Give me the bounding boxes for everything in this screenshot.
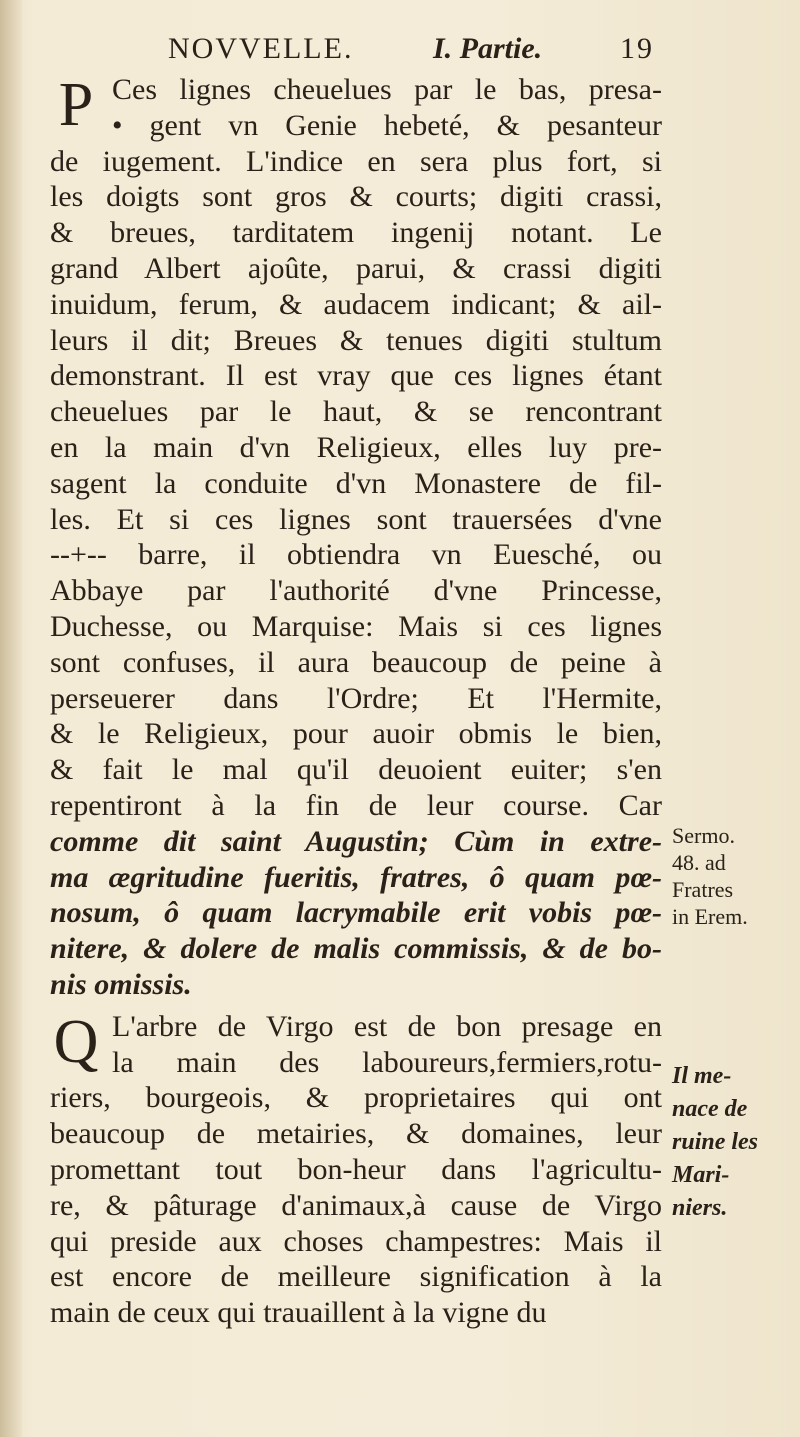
text-line: main de ceux qui trauaillent à la vigne du xyxy=(50,1296,547,1330)
text-line: sont confuses, il aura beaucoup de peine à xyxy=(50,645,662,679)
text-line: les. Et si ces lignes sont trauersées d'vne xyxy=(50,502,662,536)
margin-note-line: Sermo. xyxy=(672,823,735,848)
margin-note-line: ruine les xyxy=(672,1129,759,1155)
text-line: • gent vn Genie hebeté, & pesanteur xyxy=(112,108,662,142)
text-line: perseuerer dans l'Ordre; Et l'Hermite, xyxy=(50,681,662,715)
page-gutter xyxy=(0,0,22,1437)
text-line: demonstrant. Il est vray que ces lignes étant xyxy=(50,359,662,393)
text-line: inuidum, ferum, & audacem indicant; & ail- xyxy=(50,287,662,321)
text-line: & fait le mal qu'il deuoient euiter; s'en xyxy=(50,753,662,787)
text-line: qui preside aux choses champestres: Mais il xyxy=(50,1224,662,1258)
text-line: la main des laboureurs,fermiers,rotu- xyxy=(112,1045,662,1079)
running-title: NOVVELLE. xyxy=(168,32,354,65)
text-line: promettant tout bon-heur dans l'agricultu- xyxy=(50,1152,662,1186)
text-line: nitere, & dolere de malis commissis, & de bo- xyxy=(50,932,662,966)
margin-note-line: Mari- xyxy=(672,1162,730,1188)
text-line: cheuelues par le haut, & se rencontrant xyxy=(50,395,662,429)
main-text xyxy=(50,72,662,1331)
paragraph-2 xyxy=(50,1009,662,1331)
margin-note-line: Il me- xyxy=(672,1063,732,1089)
text-line: riers, bourgeois, & proprietaires qui ont xyxy=(50,1081,662,1115)
paragraph-1 xyxy=(50,72,662,1003)
margin-note-mariners xyxy=(672,1060,792,1225)
text-line: ma ægritudine fueritis, fratres, ô quam pœ- xyxy=(50,860,662,894)
text-line: --+-- barre, il obtiendra vn Euesché, ou xyxy=(50,538,662,572)
part-label: I. Partie. xyxy=(433,32,543,65)
text-line: comme dit saint Augustin; Cùm in extre- xyxy=(50,824,662,858)
page-number: 19 xyxy=(620,32,654,65)
margin-note-line: Fratres xyxy=(672,877,734,902)
text-line: grand Albert ajoûte, parui, & crassi digiti xyxy=(50,251,662,285)
text-line: est encore de meilleure signification à la xyxy=(50,1260,662,1294)
text-line: en la main d'vn Religieux, elles luy pre- xyxy=(50,430,662,464)
text-line: sagent la conduite d'vn Monastere de fil- xyxy=(50,466,662,500)
running-header xyxy=(168,32,668,72)
text-line: Ces lignes cheuelues par le bas, presa- xyxy=(112,73,662,106)
margin-note-sermon xyxy=(672,822,792,930)
text-line: & le Religieux, pour auoir obmis le bien, xyxy=(50,717,662,751)
drop-initial-p: P xyxy=(58,71,94,139)
text-line: leurs il dit; Breues & tenues digiti stultum xyxy=(50,323,662,357)
margin-note-line: in Erem. xyxy=(672,904,748,929)
text-line: repentiront à la fin de leur course. Car xyxy=(50,788,662,822)
text-line: nosum, ô quam lacrymabile erit vobis pœ- xyxy=(50,896,662,930)
text-line: Duchesse, ou Marquise: Mais si ces lignes xyxy=(50,609,662,643)
margin-note-line: nace de xyxy=(672,1096,748,1122)
margin-note-line: 48. ad xyxy=(672,850,726,875)
text-line: beaucoup de metairies, & domaines, leur xyxy=(50,1117,662,1151)
text-line: Abbaye par l'authorité d'vne Princesse, xyxy=(50,574,662,608)
text-line: de iugement. L'indice en sera plus fort, si xyxy=(50,144,662,178)
margin-note-line: niers. xyxy=(672,1195,728,1221)
drop-initial-q: Q xyxy=(53,1007,99,1076)
text-line: & breues, tarditatem ingenij notant. Le xyxy=(50,216,662,250)
text-line: L'arbre de Virgo est de bon presage en xyxy=(112,1009,662,1043)
text-line: nis omissis. xyxy=(50,967,192,1001)
text-line: les doigts sont gros & courts; digiti crassi, xyxy=(50,180,662,214)
text-line: re, & pâturage d'animaux,à cause de Virgo xyxy=(50,1188,662,1222)
